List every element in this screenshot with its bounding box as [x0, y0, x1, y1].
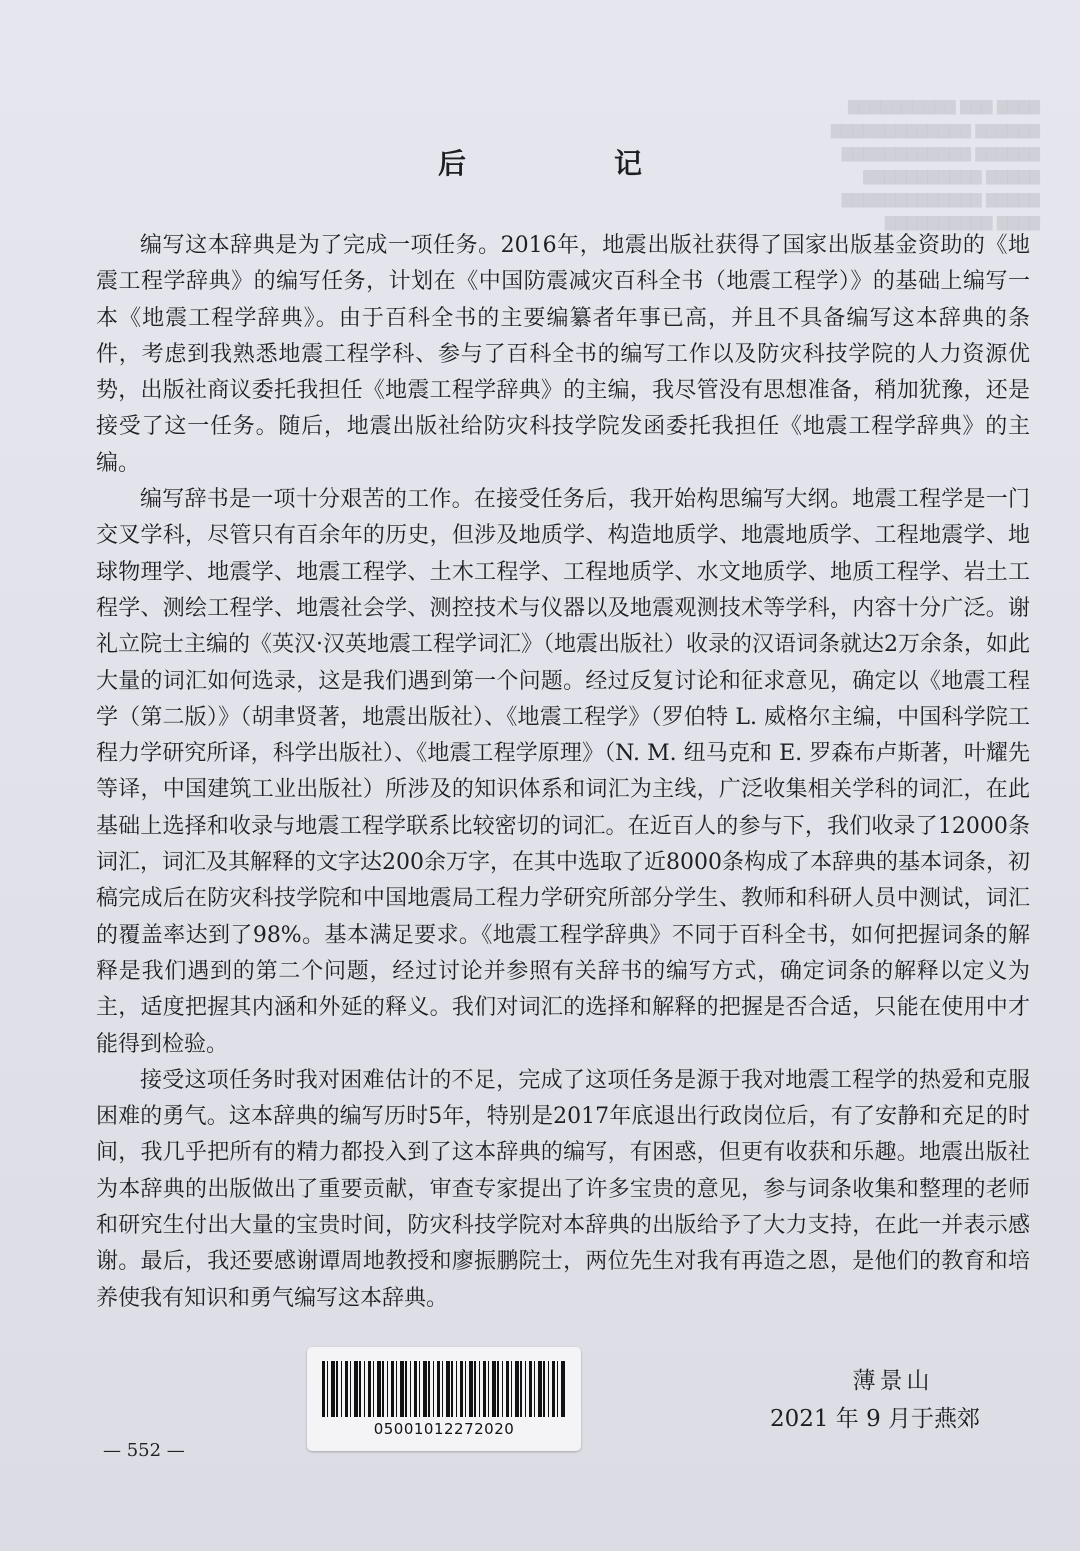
paragraph-2: 编写辞书是一项十分艰苦的工作。在接受任务后，我开始构思编写大纲。地震工程学是一门交叉学科，尽管只有百余年的历史，但涉及地质学、构造地质学、地震地质学、工程地震学、地球物理学、地震学、地震工程学、土木工程学、工程地质学、水文地质学、地质工程学、岩土工程学、测绘工程学、地震社会学、测控技术与仪器以及地震观测技术等学科，内容十分广泛。谢礼立院士主编的《英汉·汉英地震工程学词汇》（地震出版社）收录的汉语词条就达2万余条，如此大量的词汇如何选录，这是我们遇到第一个问题。经过反复讨论和征求意见，确定以《地震工程学（第二版）》（胡聿贤著，地震出版社）、《地震工程学》（罗伯特 L. 威格尔主编，中国科学院工程力学研究所译，科学出版社）、《地震工程学原理》（N. M. 纽马克和 E. 罗森布卢斯著，叶耀先等译，中国建筑工业出版社）所涉及的知识体系和词汇为主线，广泛收集相关学科的词汇，在此基础上选择和收录与地震工程学联系比较密切的词汇。在近百人的参与下，我们收录了12000条词汇，词汇及其解释的文字达200余万字，在其中选取了近8000条构成了本辞典的基本词条，初稿完成后在防灾科技学院和中国地震局工程力学研究所部分学生、教师和科研人员中测试，词汇的覆盖率达到了98%。基本满足要求。《地震工程学辞典》不同于百科全书，如何把握词条的解释是我们遇到的第二个问题，经过讨论并参照有关辞书的编写方式，确定词条的解释以定义为主，适度把握其内涵和外延的释义。我们对词汇的选择和解释的把握是否合适，只能在使用中才能得到检验。: [96, 487, 1030, 1057]
signature-date: 2021 年 9 月于燕郊: [769, 1406, 981, 1432]
page-number: — 552 —: [103, 1440, 185, 1461]
paragraph-1: 编写这本辞典是为了完成一项任务。2016年，地震出版社获得了国家出版基金资助的《地震工程学辞典》的编写任务，计划在《中国防震减灾百科全书（地震工程学）》的基础上编写一本《地震工程学辞典》。由于百科全书的主要编纂者年事已高，并且不具备编写这本辞典的条件，考虑到我熟悉地震工程学科、参与了百科全书的编写工作以及防灾科技学院的人力资源优势，出版社商议委托我担任《地震工程学辞典》的主编，我尽管没有思想准备，稍加犹豫，还是接受了这一任务。随后，地震出版社给防灾科技学院发函委托我担任《地震工程学辞典》的主编。: [96, 233, 1030, 476]
page-title: 后 记: [437, 147, 702, 180]
signature-block: [760, 1362, 990, 1438]
afterword-body: [96, 228, 1030, 1317]
barcode-number: 05001012272020: [373, 1420, 515, 1438]
barcode-bars: [322, 1361, 566, 1417]
paragraph-3: 接受这项任务时我对困难估计的不足，完成了这项任务是源于我对地震工程学的热爱和克服困难的勇气。这本辞典的编写历时5年，特别是2017年底退出行政岗位后，有了安静和充足的时间，我几乎把所有的精力都投入到了这本辞典的编写，有困惑，但更有收获和乐趣。地震出版社为本辞典的出版做出了重要贡献，审查专家提出了许多宝贵的意见，参与词条收集和整理的老师和研究生付出大量的宝贵时间，防灾科技学院对本辞典的出版给予了大力支持，在此一并表示感谢。最后，我还要感谢谭周地教授和廖振鹏院士，两位先生对我有再造之恩，是他们的教育和培养使我有知识和勇气编写这本辞典。: [96, 1067, 1030, 1311]
show-through-text: ▇▇▇▇ ▇▇▇ ▇▇▇▇▇▇▇▇▇▇ ▇▇▇▇▇▇ ▇▇▇▇▇▇▇▇▇▇▇▇▇ ▇▇▇▇▇▇ ▇▇▇▇▇▇▇▇▇▇▇▇ ▇▇▇▇▇ ▇▇▇▇▇▇▇▇▇▇▇ ▇▇▇▇▇ ▇▇▇▇▇▇▇▇▇▇▇▇▇ ▇▇▇▇ ▇▇▇▇▇▇▇▇▇▇: [830, 99, 1040, 231]
barcode-sticker: [307, 1347, 581, 1451]
author-name: 薄景山: [852, 1368, 934, 1394]
